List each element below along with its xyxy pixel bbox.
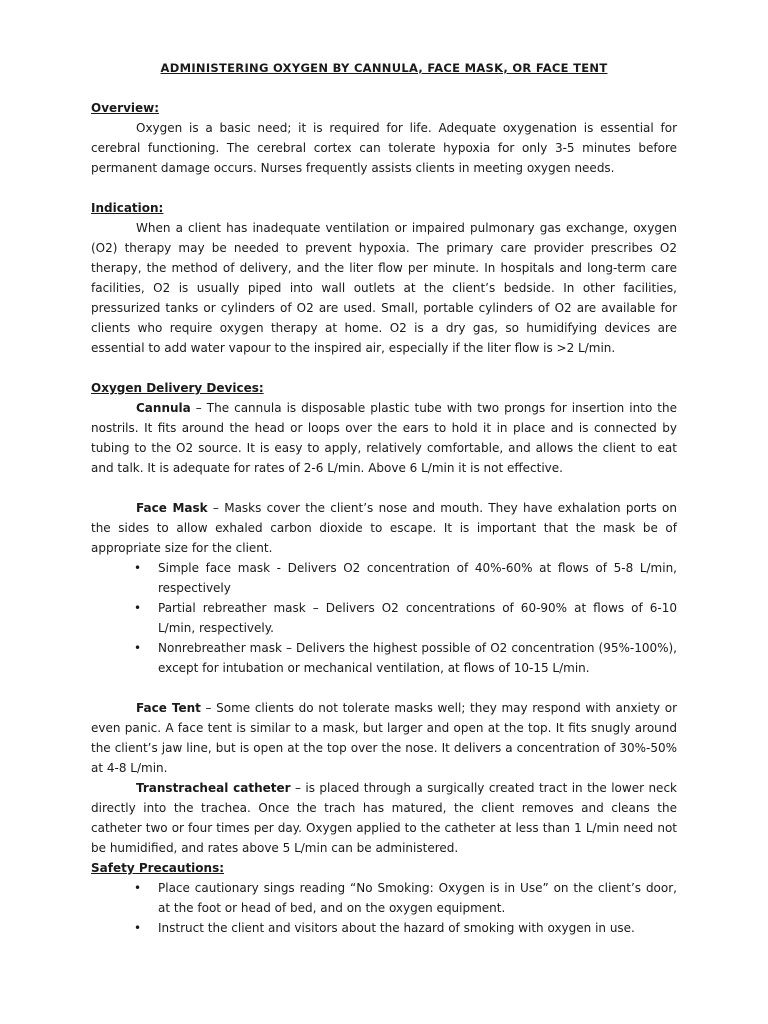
- overview-paragraph: Oxygen is a basic need; it is required for life. Adequate oxygenation is essential for cerebral functioning. The cerebral cortex can tolerate hypoxia for only 3-5 minutes before permanent damage occurs. Nurses frequently assists clients in meeting oxygen needs.: [91, 121, 677, 175]
- bullet-icon: •: [134, 601, 142, 615]
- bullet-icon: •: [134, 921, 142, 935]
- safety-list: [91, 878, 677, 938]
- list-item: • Partial rebreather mask – Delivers O2 concentrations of 60-90% at flows of 6-10 L/min, respectively.: [91, 598, 677, 638]
- document-title: ADMINISTERING OXYGEN BY CANNULA, FACE MASK, OR FACE TENT: [160, 61, 608, 75]
- overview-heading: Overview:: [91, 101, 160, 115]
- face-mask-paragraph: [91, 498, 677, 558]
- mask-types-list: [91, 558, 677, 678]
- list-item: • Place cautionary sings reading “No Smoking: Oxygen is in Use” on the client’s door, at the foot or head of bed, and on the oxygen equipment.: [91, 878, 677, 918]
- indication-heading: Indication:: [91, 201, 164, 215]
- bullet-icon: •: [134, 561, 142, 575]
- devices-heading: Oxygen Delivery Devices:: [91, 381, 264, 395]
- list-item: • Nonrebreather mask – Delivers the highest possible of O2 concentration (95%-100%), except for intubation or mechanical ventilation, at flows of 10-15 L/min.: [91, 638, 677, 678]
- transtracheal-paragraph: [91, 778, 677, 858]
- face-mask-term: Face Mask: [136, 501, 208, 515]
- transtracheal-text: – is placed through a surgically created tract in the lower neck directly into the trachea. Once the trach has matured, the client removes and cleans the catheter two or four times per day. Oxygen applied to the catheter at less than 1 L/min need not be humidified, and rates above 5 L/min can be administered.: [91, 781, 677, 855]
- face-tent-text: – Some clients do not tolerate masks well; they may respond with anxiety or even panic. A face tent is similar to a mask, but larger and open at the top. It fits snugly around the client’s jaw line, but is open at the top over the nose. It delivers a concentration of 30%-50% at 4-8 L/min.: [91, 701, 677, 775]
- transtracheal-term: Transtracheal catheter: [136, 781, 291, 795]
- face-tent-paragraph: [91, 698, 677, 778]
- list-item: • Instruct the client and visitors about the hazard of smoking with oxygen in use.: [91, 918, 677, 938]
- bullet-icon: •: [134, 641, 142, 655]
- face-tent-term: Face Tent: [136, 701, 201, 715]
- indication-paragraph: When a client has inadequate ventilation or impaired pulmonary gas exchange, oxygen (O2) therapy may be needed to prevent hypoxia. The primary care provider prescribes O2 therapy, the method of delivery, and the liter flow per minute. In hospitals and long-term care facilities, O2 is usually piped into wall outlets at the client’s bedside. In other facilities, pressurized tanks or cylinders of O2 are used. Small, portable cylinders of O2 are available for clients who require oxygen therapy at home. O2 is a dry gas, so humidifying devices are essential to add water vapour to the inspired air, especially if the liter flow is >2 L/min.: [91, 221, 677, 355]
- bullet-icon: •: [134, 881, 142, 895]
- cannula-term: Cannula: [136, 401, 191, 415]
- list-item: • Simple face mask - Delivers O2 concentration of 40%-60% at flows of 5-8 L/min, respectively: [91, 558, 677, 598]
- face-mask-text: – Masks cover the client’s nose and mouth. They have exhalation ports on the sides to allow exhaled carbon dioxide to escape. It is important that the mask be of appropriate size for the client.: [91, 501, 678, 555]
- cannula-paragraph: [91, 398, 677, 478]
- safety-heading: Safety Precautions:: [91, 861, 225, 875]
- document-page: [91, 58, 677, 938]
- cannula-text: – The cannula is disposable plastic tube with two prongs for insertion into the nostrils. It fits around the head or loops over the ears to hold it in place and is connected by tubing to the O2 source. It is easy to apply, relatively comfortable, and allows the client to eat and talk. It is adequate for rates of 2-6 L/min. Above 6 L/min it is not effective.: [91, 401, 677, 475]
